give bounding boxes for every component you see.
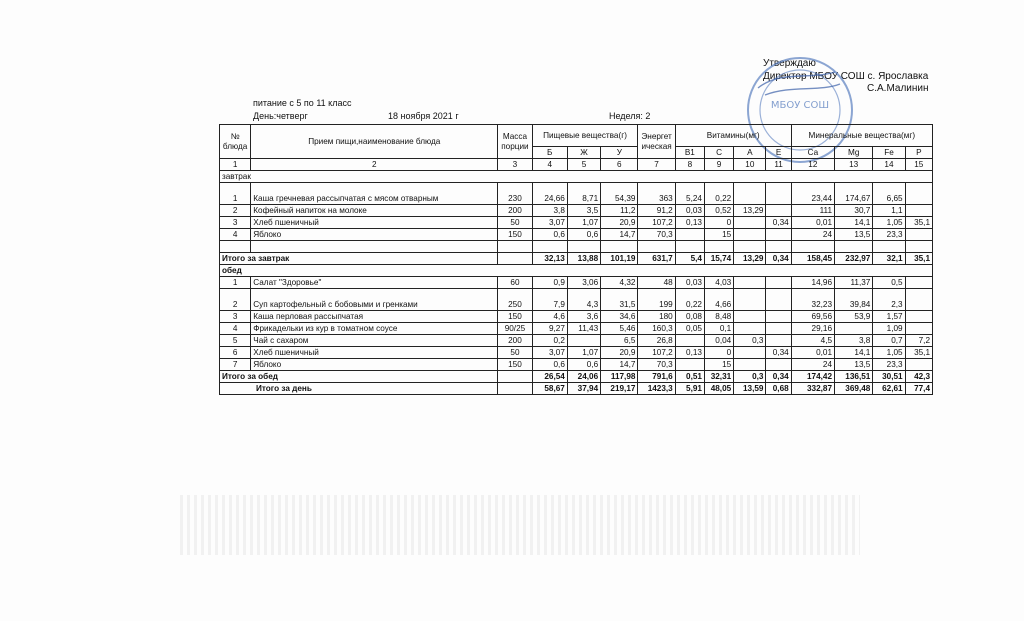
total-value-cell: 0,34: [766, 371, 791, 383]
index-cell: 4: [532, 159, 567, 171]
total-value-cell: 26,54: [532, 371, 567, 383]
total-value-cell: 631,7: [638, 253, 675, 265]
menu-date: 18 ноября 2021 г: [388, 111, 459, 121]
value-cell: 0,22: [704, 183, 733, 205]
value-cell: 1,05: [873, 347, 905, 359]
value-cell: 107,2: [638, 347, 675, 359]
lunch-total-row: [220, 371, 933, 383]
blank-row: [220, 241, 933, 253]
value-cell: 24: [791, 359, 834, 371]
value-cell: 200: [498, 335, 532, 347]
index-cell: 12: [791, 159, 834, 171]
value-cell: 0,2: [532, 335, 567, 347]
col-ca-header: Са: [791, 147, 834, 159]
dish-number-cell: 1: [220, 277, 251, 289]
value-cell: 14,1: [835, 347, 873, 359]
total-value-cell: 0,34: [766, 253, 791, 265]
col-b-header: Б: [532, 147, 567, 159]
value-cell: 0,6: [532, 229, 567, 241]
value-cell: 363: [638, 183, 675, 205]
value-cell: 0,34: [766, 217, 791, 229]
lunch-row: [220, 359, 933, 371]
value-cell: 23,3: [873, 359, 905, 371]
value-cell: 3,8: [835, 335, 873, 347]
value-cell: [734, 217, 766, 229]
breakfast-row: [220, 183, 933, 205]
value-cell: 1,05: [873, 217, 905, 229]
total-value-cell: 158,45: [791, 253, 834, 265]
value-cell: 29,16: [791, 323, 834, 335]
value-cell: [835, 323, 873, 335]
dish-name-cell: Суп картофельный с бобовыми и гренками: [251, 289, 498, 311]
value-cell: 32,23: [791, 289, 834, 311]
lunch-rows: [220, 277, 933, 371]
col-b1-header: В1: [675, 147, 704, 159]
value-cell: [905, 277, 932, 289]
value-cell: 39,84: [835, 289, 873, 311]
value-cell: 31,5: [601, 289, 638, 311]
index-cell: 13: [835, 159, 873, 171]
value-cell: 24: [791, 229, 834, 241]
total-value-cell: 58,67: [532, 383, 567, 395]
total-value-cell: 0,3: [734, 371, 766, 383]
value-cell: 0: [704, 217, 733, 229]
dish-name-cell: Фрикадельки из кур в томатном соусе: [251, 323, 498, 335]
value-cell: 13,29: [734, 205, 766, 217]
value-cell: 53,9: [835, 311, 873, 323]
value-cell: 4,66: [704, 289, 733, 311]
value-cell: [766, 359, 791, 371]
dish-name-cell: Салат "Здоровье": [251, 277, 498, 289]
value-cell: [734, 183, 766, 205]
value-cell: 15: [704, 359, 733, 371]
value-cell: 199: [638, 289, 675, 311]
value-cell: 14,7: [601, 359, 638, 371]
approval-position: Директор МБОУ СОШ с. Ярославка: [763, 70, 929, 82]
value-cell: 90/25: [498, 323, 532, 335]
value-cell: 13,5: [835, 229, 873, 241]
menu-day: День:четверг: [253, 111, 308, 121]
dish-name-cell: Кофейный напиток на молоке: [251, 205, 498, 217]
value-cell: 180: [638, 311, 675, 323]
total-value-cell: 1423,3: [638, 383, 675, 395]
value-cell: 1,09: [873, 323, 905, 335]
total-value-cell: 24,06: [567, 371, 600, 383]
col-vitamins-header: Витамины(мг): [675, 125, 791, 147]
col-c-header: С: [704, 147, 733, 159]
value-cell: 4,5: [791, 335, 834, 347]
breakfast-total-row: [220, 253, 933, 265]
col-zh-header: Ж: [567, 147, 600, 159]
total-value-cell: [498, 383, 532, 395]
value-cell: 14,96: [791, 277, 834, 289]
total-value-cell: 48,05: [704, 383, 733, 395]
breakfast-rows: [220, 183, 933, 241]
dish-number-cell: 7: [220, 359, 251, 371]
value-cell: [905, 359, 932, 371]
value-cell: 230: [498, 183, 532, 205]
total-value-cell: 219,17: [601, 383, 638, 395]
lunch-row: [220, 347, 933, 359]
total-value-cell: 13,88: [567, 253, 600, 265]
value-cell: 0,6: [532, 359, 567, 371]
value-cell: [734, 289, 766, 311]
col-nutrients-header: Пищевые вещества(г): [532, 125, 638, 147]
col-energy-header: Энергетическая: [638, 125, 675, 159]
value-cell: 30,7: [835, 205, 873, 217]
dish-name-cell: Яблоко: [251, 359, 498, 371]
value-cell: 0,03: [675, 277, 704, 289]
value-cell: 54,39: [601, 183, 638, 205]
index-cell: 15: [905, 159, 932, 171]
value-cell: 0,13: [675, 217, 704, 229]
value-cell: 0,08: [675, 311, 704, 323]
total-value-cell: 13,59: [734, 383, 766, 395]
dish-name-cell: Каша гречневая рассыпчатая с мясом отварным: [251, 183, 498, 205]
value-cell: 70,3: [638, 359, 675, 371]
value-cell: 0,6: [567, 359, 600, 371]
svg-text:МБОУ СОШ: МБОУ СОШ: [770, 100, 830, 111]
value-cell: 1,07: [567, 217, 600, 229]
value-cell: [766, 335, 791, 347]
total-value-cell: 32,31: [704, 371, 733, 383]
index-cell: 1: [220, 159, 251, 171]
total-value-cell: 174,42: [791, 371, 834, 383]
value-cell: 11,2: [601, 205, 638, 217]
total-value-cell: 62,61: [873, 383, 905, 395]
dish-name-cell: Чай с сахаром: [251, 335, 498, 347]
value-cell: 250: [498, 289, 532, 311]
value-cell: [675, 359, 704, 371]
total-value-cell: 332,87: [791, 383, 834, 395]
value-cell: 0,13: [675, 347, 704, 359]
total-value-cell: 5,91: [675, 383, 704, 395]
index-cell: 11: [766, 159, 791, 171]
dish-number-cell: 3: [220, 311, 251, 323]
value-cell: 1,07: [567, 347, 600, 359]
value-cell: 150: [498, 311, 532, 323]
index-cell: 5: [567, 159, 600, 171]
value-cell: [734, 311, 766, 323]
value-cell: 200: [498, 205, 532, 217]
dish-number-cell: 4: [220, 229, 251, 241]
value-cell: 7,2: [905, 335, 932, 347]
value-cell: 15: [704, 229, 733, 241]
dish-name-cell: Хлеб пшеничный: [251, 347, 498, 359]
value-cell: 0,3: [734, 335, 766, 347]
value-cell: 3,8: [532, 205, 567, 217]
value-cell: 0,05: [675, 323, 704, 335]
index-cell: 2: [251, 159, 498, 171]
value-cell: 13,5: [835, 359, 873, 371]
value-cell: 3,07: [532, 347, 567, 359]
total-value-cell: 15,74: [704, 253, 733, 265]
value-cell: 11,43: [567, 323, 600, 335]
value-cell: 0,9: [532, 277, 567, 289]
value-cell: [905, 289, 932, 311]
value-cell: 4,6: [532, 311, 567, 323]
value-cell: 3,06: [567, 277, 600, 289]
value-cell: 4,03: [704, 277, 733, 289]
value-cell: [734, 277, 766, 289]
value-cell: 26,8: [638, 335, 675, 347]
index-cell: 8: [675, 159, 704, 171]
index-cell: 3: [498, 159, 532, 171]
dish-number-cell: 1: [220, 183, 251, 205]
value-cell: [905, 323, 932, 335]
menu-week: Неделя: 2: [609, 111, 651, 121]
total-label: Итого за день: [220, 383, 498, 395]
total-value-cell: [498, 371, 532, 383]
total-value-cell: 5,4: [675, 253, 704, 265]
value-cell: 6,5: [601, 335, 638, 347]
lunch-row: [220, 311, 933, 323]
dish-name-cell: Каша перловая рассыпчатая: [251, 311, 498, 323]
breakfast-row: [220, 205, 933, 217]
value-cell: 111: [791, 205, 834, 217]
menu-table: [219, 124, 933, 395]
index-cell: 14: [873, 159, 905, 171]
total-value-cell: 32,13: [532, 253, 567, 265]
breakfast-row: [220, 229, 933, 241]
breakfast-row: [220, 217, 933, 229]
index-cell: 9: [704, 159, 733, 171]
total-value-cell: 35,1: [905, 253, 932, 265]
value-cell: [766, 311, 791, 323]
col-u-header: У: [601, 147, 638, 159]
scan-noise: [180, 495, 860, 555]
value-cell: [567, 335, 600, 347]
value-cell: [675, 229, 704, 241]
total-value-cell: 37,94: [567, 383, 600, 395]
value-cell: 4,32: [601, 277, 638, 289]
value-cell: [905, 229, 932, 241]
value-cell: 160,3: [638, 323, 675, 335]
value-cell: 35,1: [905, 217, 932, 229]
value-cell: 48: [638, 277, 675, 289]
value-cell: 0,1: [704, 323, 733, 335]
index-cell: 6: [601, 159, 638, 171]
col-name-header: Прием пищи,наименование блюда: [251, 125, 498, 159]
lunch-row: [220, 323, 933, 335]
value-cell: 3,6: [567, 311, 600, 323]
value-cell: 11,37: [835, 277, 873, 289]
dish-name-cell: Яблоко: [251, 229, 498, 241]
total-value-cell: [498, 253, 532, 265]
value-cell: 0,01: [791, 217, 834, 229]
dish-number-cell: 4: [220, 323, 251, 335]
value-cell: 20,9: [601, 217, 638, 229]
total-value-cell: 117,98: [601, 371, 638, 383]
value-cell: [766, 277, 791, 289]
value-cell: 150: [498, 229, 532, 241]
value-cell: 50: [498, 217, 532, 229]
column-index-row: [220, 159, 933, 171]
col-minerals-header: Минеральные вещества(мг): [791, 125, 932, 147]
value-cell: 34,6: [601, 311, 638, 323]
value-cell: [675, 335, 704, 347]
value-cell: [734, 347, 766, 359]
value-cell: 91,2: [638, 205, 675, 217]
value-cell: 3,5: [567, 205, 600, 217]
col-a-header: А: [734, 147, 766, 159]
dish-number-cell: 2: [220, 289, 251, 311]
value-cell: 0: [704, 347, 733, 359]
value-cell: [766, 205, 791, 217]
total-value-cell: 791,6: [638, 371, 675, 383]
value-cell: 0,03: [675, 205, 704, 217]
approval-title: Утверждаю: [763, 58, 816, 69]
col-mass-header: Масса порции: [498, 125, 532, 159]
value-cell: 1,57: [873, 311, 905, 323]
value-cell: 23,44: [791, 183, 834, 205]
total-value-cell: 42,3: [905, 371, 932, 383]
total-value-cell: 32,1: [873, 253, 905, 265]
value-cell: 3,07: [532, 217, 567, 229]
value-cell: 5,24: [675, 183, 704, 205]
menu-subtitle: питание с 5 по 11 класс: [253, 98, 352, 108]
value-cell: [766, 229, 791, 241]
total-value-cell: 232,97: [835, 253, 873, 265]
col-fe-header: Fe: [873, 147, 905, 159]
value-cell: 4,3: [567, 289, 600, 311]
col-p-header: Р: [905, 147, 932, 159]
total-value-cell: 77,4: [905, 383, 932, 395]
index-cell: 7: [638, 159, 675, 171]
total-label: Итого за завтрак: [220, 253, 498, 265]
value-cell: 8,71: [567, 183, 600, 205]
total-value-cell: 0,51: [675, 371, 704, 383]
total-value-cell: 0,68: [766, 383, 791, 395]
total-value-cell: 13,29: [734, 253, 766, 265]
value-cell: 70,3: [638, 229, 675, 241]
value-cell: 0,6: [567, 229, 600, 241]
section-breakfast-label: завтрак: [220, 171, 933, 183]
value-cell: [734, 229, 766, 241]
col-e-header: Е: [766, 147, 791, 159]
value-cell: 107,2: [638, 217, 675, 229]
value-cell: 0,22: [675, 289, 704, 311]
value-cell: 150: [498, 359, 532, 371]
value-cell: 2,3: [873, 289, 905, 311]
value-cell: 0,5: [873, 277, 905, 289]
value-cell: 6,65: [873, 183, 905, 205]
lunch-row: [220, 277, 933, 289]
total-label: Итого за обед: [220, 371, 498, 383]
value-cell: 23,3: [873, 229, 905, 241]
value-cell: [766, 323, 791, 335]
value-cell: 24,66: [532, 183, 567, 205]
value-cell: [766, 183, 791, 205]
value-cell: [905, 183, 932, 205]
dish-number-cell: 6: [220, 347, 251, 359]
total-value-cell: 101,19: [601, 253, 638, 265]
value-cell: 1,1: [873, 205, 905, 217]
value-cell: 0,01: [791, 347, 834, 359]
value-cell: 5,46: [601, 323, 638, 335]
approval-signer: С.А.Малинин: [867, 83, 929, 94]
value-cell: 7,9: [532, 289, 567, 311]
value-cell: 8,48: [704, 311, 733, 323]
value-cell: 0,52: [704, 205, 733, 217]
dish-number-cell: 3: [220, 217, 251, 229]
value-cell: 0,04: [704, 335, 733, 347]
value-cell: 174,67: [835, 183, 873, 205]
dish-number-cell: 2: [220, 205, 251, 217]
index-cell: 10: [734, 159, 766, 171]
value-cell: [766, 289, 791, 311]
value-cell: 50: [498, 347, 532, 359]
value-cell: [734, 323, 766, 335]
value-cell: 14,7: [601, 229, 638, 241]
section-lunch-label: обед: [220, 265, 933, 277]
value-cell: 14,1: [835, 217, 873, 229]
value-cell: 60: [498, 277, 532, 289]
dish-number-cell: 5: [220, 335, 251, 347]
value-cell: [905, 205, 932, 217]
lunch-row: [220, 335, 933, 347]
value-cell: 0,7: [873, 335, 905, 347]
value-cell: 69,56: [791, 311, 834, 323]
day-total-row: [220, 383, 933, 395]
value-cell: 9,27: [532, 323, 567, 335]
dish-name-cell: Хлеб пшеничный: [251, 217, 498, 229]
total-value-cell: 136,51: [835, 371, 873, 383]
col-mg-header: Mg: [835, 147, 873, 159]
total-value-cell: 369,48: [835, 383, 873, 395]
value-cell: 35,1: [905, 347, 932, 359]
value-cell: 20,9: [601, 347, 638, 359]
col-num-header: № блюда: [220, 125, 251, 159]
value-cell: 0,34: [766, 347, 791, 359]
lunch-row: [220, 289, 933, 311]
value-cell: [905, 311, 932, 323]
value-cell: [734, 359, 766, 371]
total-value-cell: 30,51: [873, 371, 905, 383]
